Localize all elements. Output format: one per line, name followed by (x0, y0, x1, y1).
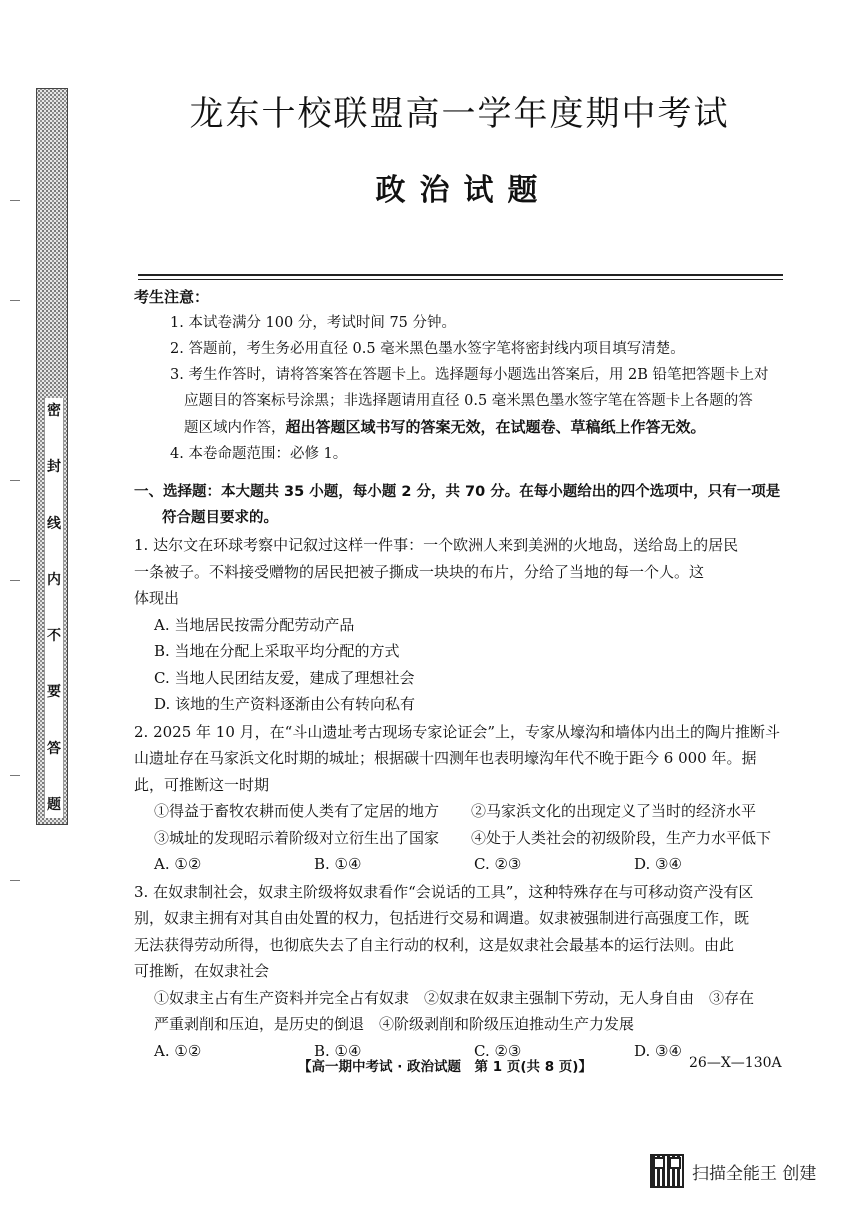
statement: ③城址的发现昭示着阶级对立衍生出了国家 (154, 828, 440, 847)
section-heading (134, 479, 794, 531)
section-heading-line: 符合题目要求的。 (162, 510, 278, 526)
watermark-text: 扫描全能王 创建 (692, 1163, 817, 1184)
section-heading-line: 一、选择题：本大题共 35 小题，每小题 2 分，共 70 分。在每小题给出的四个选项中，只有一项是 (134, 484, 781, 500)
statement-row (134, 825, 794, 852)
option-c: C. ②③ (474, 855, 522, 873)
question-2 (134, 719, 794, 878)
subject-title: 政治试题 (375, 173, 552, 208)
question-stem-line: 山遗址存在马家浜文化时期的城址；根据碳十四测年也表明壕沟年代不晚于距今 6 000 年。据 (134, 749, 757, 767)
question-stem-line: 1. 达尔文在环球考察中记叙过这样一件事：一个欧洲人来到美洲的火地岛，送给岛上的居民 (134, 536, 739, 554)
notice-item: 1. 本试卷满分 100 分，考试时间 75 分钟。 (170, 315, 457, 331)
seal-char: 答 (47, 740, 61, 757)
option-d: D. ③④ (634, 855, 682, 873)
statement-row (134, 798, 794, 825)
seal-line-notice (44, 398, 64, 818)
option-a: A. 当地居民按需分配劳动产品 (154, 615, 355, 634)
notice-item-cont: 应题目的答案标号涂黑；非选择题请用直径 0.5 毫米黑色墨水签字笔在答题卡上各题的答 (184, 393, 753, 409)
option-c: C. 当地人民团结友爱，建成了理想社会 (154, 668, 415, 687)
question-stem-line: 别，奴隶主拥有对其自由处置的权力，包括进行交易和调遣。奴隶被强制进行高强度工作，既 (134, 909, 750, 927)
notice-item-text: 3. 考生作答时，请将答案答在答题卡上。选择题每小题选出答案后，用 2B 铅笔把答题卡上对 (170, 367, 769, 383)
question-stem-line: 无法获得劳动所得，也彻底失去了自主行动的权利，这是奴隶社会最基本的运行法则。由此 (134, 935, 735, 954)
option-a: A. ①② (154, 855, 202, 873)
option-b: B. ①④ (314, 1041, 362, 1060)
qr-code-icon (650, 1154, 684, 1188)
scanner-watermark (650, 1154, 816, 1188)
statement: ②马家浜文化的出现定义了当时的经济水平 (471, 802, 757, 820)
exam-content (134, 284, 794, 1064)
question-stem-line: 3. 在奴隶制社会，奴隶主阶级将奴隶看作“会说话的工具”，这种特殊存在与可移动资产没有区 (134, 882, 754, 901)
question-1 (134, 532, 794, 718)
question-stem-line: 可推断，在奴隶社会 (134, 962, 270, 980)
question-stem-line: 体现出 (134, 589, 180, 607)
header-rule-thin (138, 279, 783, 280)
answer-options (134, 851, 794, 878)
notice-heading: 考生注意： (134, 288, 210, 306)
notice-item: 2. 答题前，考生务必用直径 0.5 毫米黑色墨水签字笔将密封线内项目填写清楚。 (170, 341, 685, 357)
question-stem-line: 2. 2025 年 10 月，在“斗山遗址考古现场专家论证会”上，专家从壕沟和墙体内出土的陶片推断斗 (134, 722, 780, 741)
statement-line: 严重剥削和压迫，是历史的倒退 ④阶级剥削和阶级压迫推动生产力发展 (154, 1015, 635, 1033)
seal-char: 题 (47, 796, 61, 813)
notice-item (134, 362, 794, 441)
notice-item-cont-text: 题区域内作答， (184, 420, 286, 436)
notice-emphasis: 超出答题区域书写的答案无效，在试题卷、草稿纸上作答无效。 (285, 418, 706, 436)
statement-line: ①奴隶主占有生产资料并完全占有奴隶 ②奴隶在奴隶主强制下劳动，无人身自由 ③存在 (154, 988, 755, 1007)
header-rule (138, 274, 783, 276)
question-3 (134, 879, 794, 1065)
notice-item: 4. 本卷命题范围：必修 1。 (170, 446, 348, 462)
question-stem-line: 一条被子。不料接受赠物的居民把被子撕成一块块的布片，分给了当地的每一个人。这 (134, 562, 705, 581)
option-d: D. 该地的生产资料逐渐由公有转向私有 (154, 695, 416, 713)
statement: ④处于人类社会的初级阶段，生产力水平低下 (471, 828, 772, 847)
paper-code: 26—X—130A (689, 1055, 782, 1071)
option-a: A. ①② (154, 1041, 202, 1060)
exam-title: 龙东十校联盟高一学年度期中考试 (189, 94, 730, 134)
seal-char: 要 (47, 684, 61, 701)
seal-char: 线 (47, 515, 61, 532)
option-d: D. ③④ (634, 1041, 682, 1060)
notice-item-cont (170, 414, 794, 441)
statement: ①得益于畜牧农耕而使人类有了定居的地方 (154, 802, 440, 820)
page-footer: 【高一期中考试 · 政治试题 第 1 页(共 8 页)】 (298, 1059, 592, 1075)
seal-char: 不 (47, 628, 61, 645)
option-c: C. ②③ (474, 1041, 522, 1060)
seal-char: 封 (47, 459, 61, 476)
option-b: B. ①④ (314, 855, 362, 873)
margin-cut-marks (10, 200, 22, 900)
seal-char: 内 (47, 571, 61, 588)
option-b: B. 当地在分配上采取平均分配的方式 (154, 642, 400, 660)
seal-char: 密 (47, 403, 61, 419)
question-stem-line: 此，可推断这一时期 (134, 775, 270, 794)
